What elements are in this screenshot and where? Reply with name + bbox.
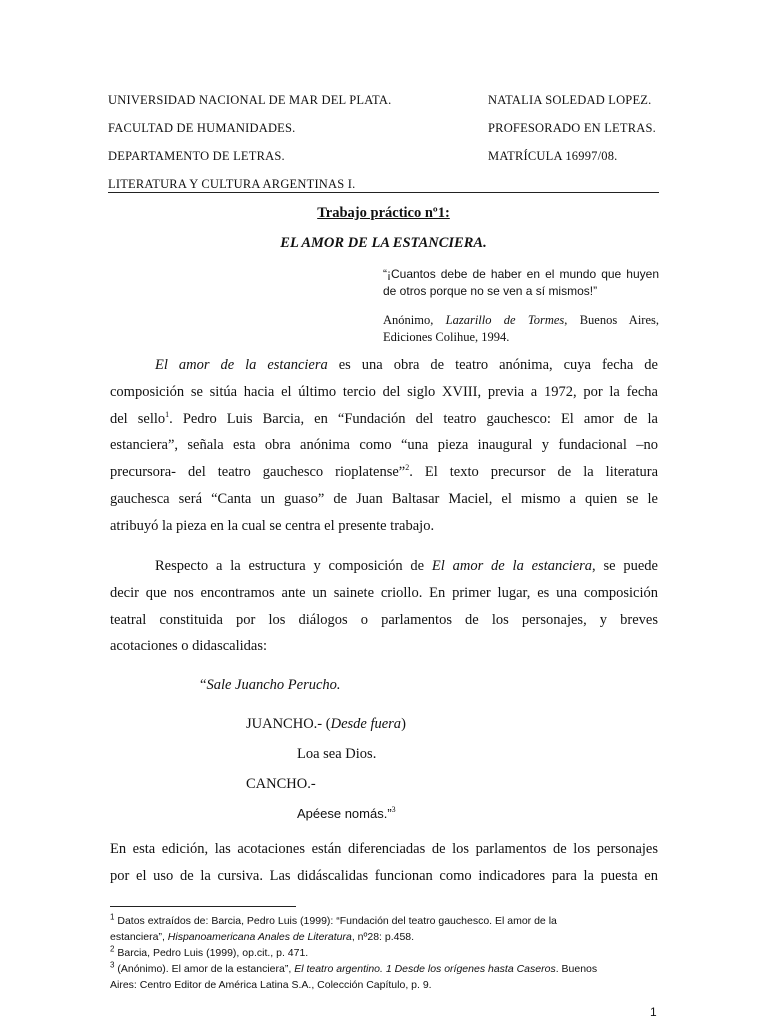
footnote-1: $^1$ Datos extraídos de: Barcia, Pedro Luis (1999): “Fundación del teatro gauchesco. El amor de la <box>110 912 557 927</box>
page-number: 1 <box>650 1005 657 1019</box>
paragraph-line: decir que nos encontramos ante un sainete criollo. En primer lugar, es una composición <box>110 584 658 601</box>
dialogue-speaker-juancho: JUANCHO.- (Desde fuera) <box>246 716 406 732</box>
header-enrollment: MATRÍCULA 16997/08. <box>488 149 618 163</box>
paragraph-line: estanciera”, señala esta obra anónima como “una pieza inaugural y fundacional –no <box>110 437 658 454</box>
header-department: DEPARTAMENTO DE LETRAS. <box>108 149 285 163</box>
header-course: LITERATURA Y CULTURA ARGENTINAS I. <box>108 177 356 191</box>
epigraph-quote: “¡Cuantos debe de haber en el mundo que huyen de otros porque no se ven a sí mismos!” <box>383 267 659 298</box>
paragraph-line: del sello$^1$. Pedro Luis Barcia, en “Fundación del teatro gauchesco: El amor de la <box>110 409 658 427</box>
dialogue-stage-direction: “Sale Juancho Perucho. <box>200 677 341 693</box>
document-title: Trabajo práctico nº1: <box>317 205 450 221</box>
paragraph-line: por el uso de la cursiva. Las didáscalidas funcionan como indicadores para la puesta en <box>110 867 658 884</box>
header-divider <box>108 192 659 193</box>
header-faculty: FACULTAD DE HUMANIDADES. <box>108 121 296 135</box>
paragraph-line: acotaciones o didascalidas: <box>110 638 268 655</box>
footnote-3-cont: Aires: Centro Editor de América Latina S.A., Colección Capítulo, p. 9. <box>110 979 432 991</box>
paragraph-line: teatral constituida por los diálogos o parlamentos de los personajes, y breves <box>110 611 658 628</box>
footnote-1-cont: estanciera”, Hispanoamericana Anales de Literatura, nº28: p.458. <box>110 931 415 943</box>
document-subtitle: EL AMOR DE LA ESTANCIERA. <box>280 235 487 251</box>
paragraph-3 <box>110 836 658 890</box>
paragraph-line: atribuyó la pieza en la cual se centra el presente trabajo. <box>110 517 435 534</box>
footnotes <box>110 913 660 993</box>
paragraph-line: precursora- del teatro gauchesco rioplatense”$^2$. El texto precursor de la literatura <box>110 463 658 481</box>
header-program: PROFESORADO EN LETRAS. <box>488 121 656 135</box>
paragraph-1 <box>110 352 658 540</box>
paragraph-line: gauchesca será “Canta un guaso” de Juan Baltasar Maciel, el mismo a quien se le <box>110 490 658 507</box>
footnote-divider <box>110 906 296 907</box>
paragraph-line: Respecto a la estructura y composición de El amor de la estanciera, se puede <box>155 558 658 574</box>
dialogue-line-juancho: Loa sea Dios. <box>297 746 377 762</box>
footnote-3: $^3$ (Anónimo). El amor de la estanciera”, El teatro argentino. 1 Desde los orígenes hasta Caseros. Buenos <box>110 960 598 975</box>
header-institution: UNIVERSIDAD NACIONAL DE MAR DEL PLATA. <box>108 93 392 107</box>
dialogue-line-cancho: Apéese nomás.”$^3$ <box>297 805 396 821</box>
paragraph-line: En esta edición, las acotaciones están diferenciadas de los parlamentos de los personajes <box>110 841 658 857</box>
footnote-ref: 3 <box>391 805 396 815</box>
footnote-ref: 1 <box>165 409 170 419</box>
header-author: NATALIA SOLEDAD LOPEZ. <box>488 93 652 107</box>
dialogue-speaker-cancho: CANCHO.- <box>246 776 316 792</box>
epigraph-source: Anónimo, Lazarillo de Tormes, Buenos Aires, Ediciones Colihue, 1994. <box>383 313 659 344</box>
footnote-ref: 2 <box>405 463 410 473</box>
paragraph-line: El amor de la estanciera es una obra de teatro anónima, cuya fecha de <box>155 357 658 373</box>
paragraph-line: composición se sitúa hacia el último tercio del siglo XVIII, previa a 1972, por la fecha <box>110 383 658 400</box>
paragraph-2 <box>110 553 658 660</box>
footnote-2: $^2$ Barcia, Pedro Luis (1999), op.cit., p. 471. <box>110 944 309 959</box>
